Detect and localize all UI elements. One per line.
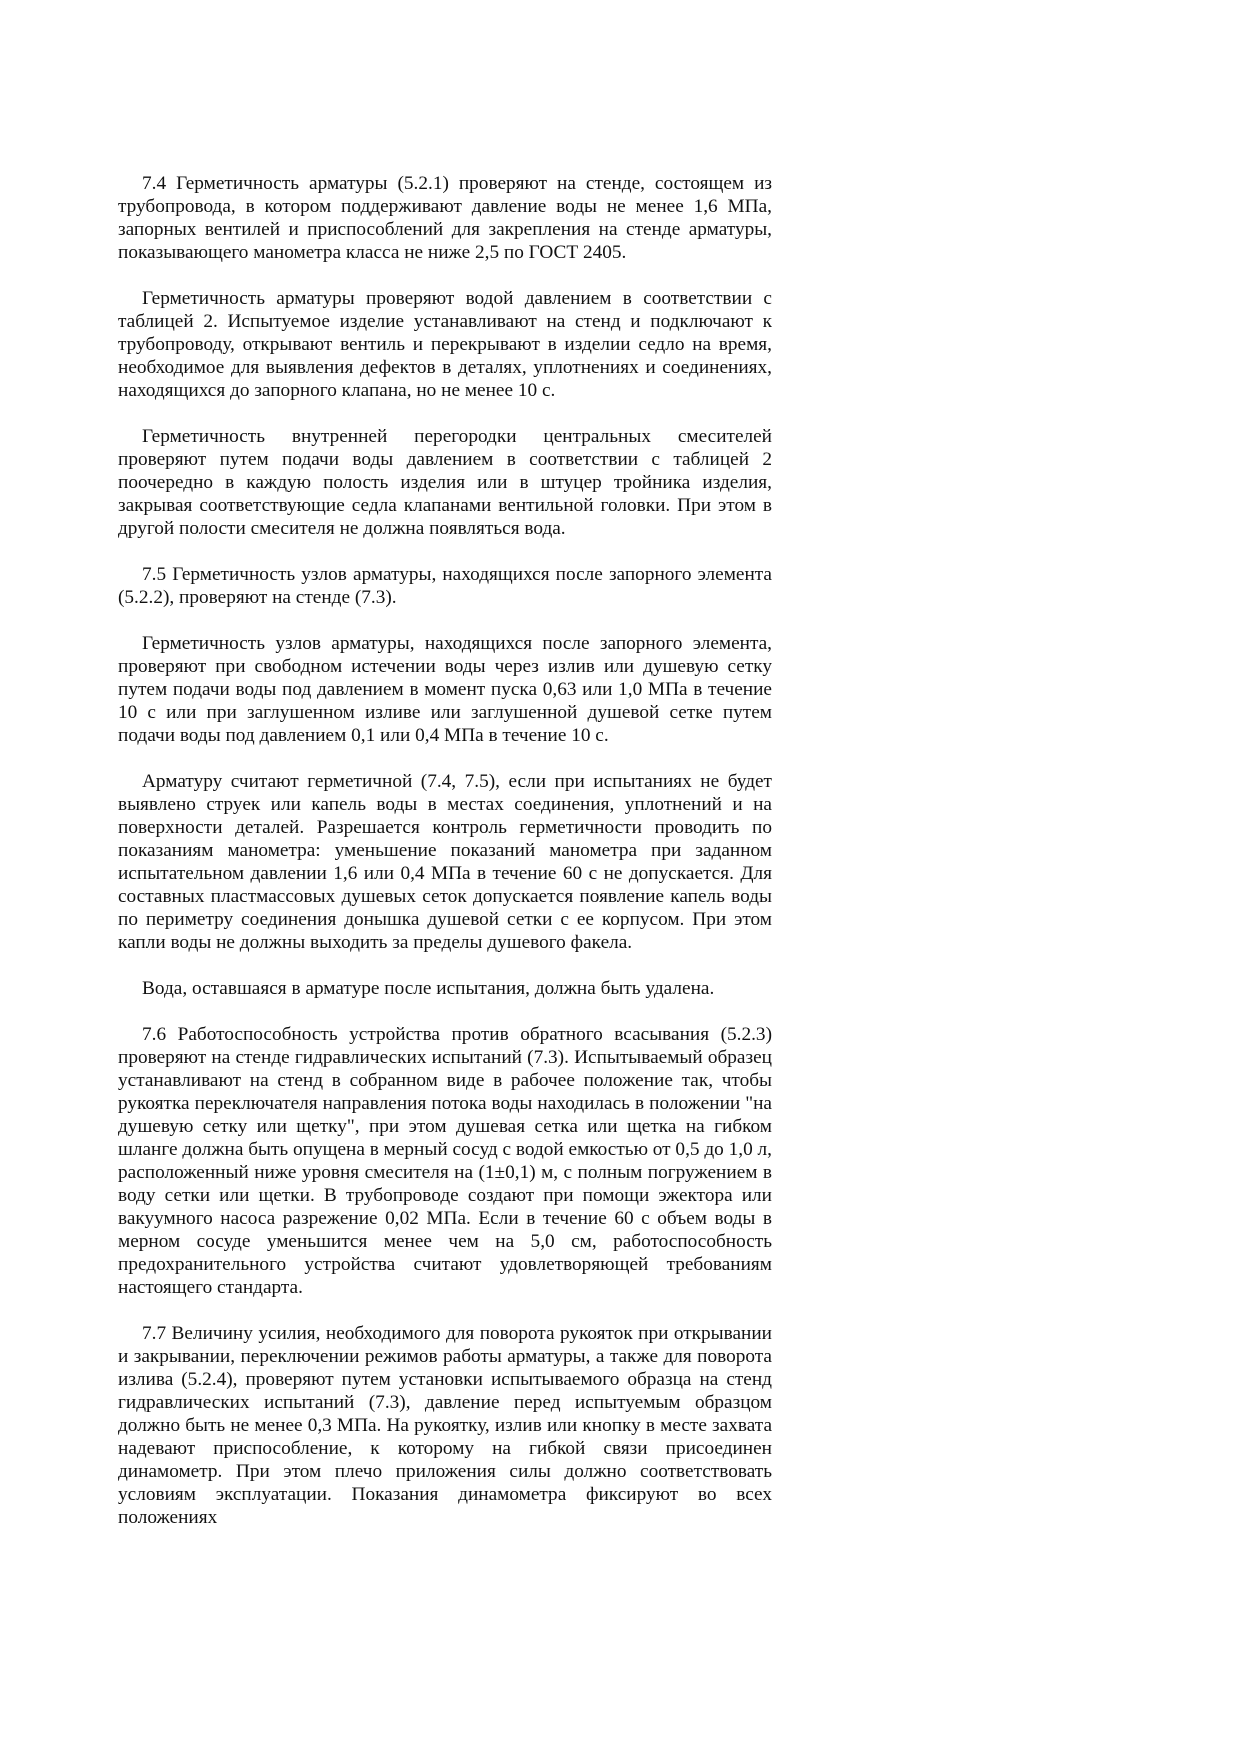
paragraph-tightness-criteria: Арматуру считают герметичной (7.4, 7.5), если при испытаниях не будет выявлено струек или капель воды в местах соединения, уплотнений и на поверхности деталей. Разрешается контроль герметичности проводить по показаниям манометра: уменьшение показаний манометра при заданном испытательном давлении 1,6 или 0,4 МПа в течение 60 с не допускается. Для составных пластмассовых душевых сеток допускается появление капель воды по периметру соединения донышка душевой сетки с ее корпусом. При этом капли воды не должны выходить за пределы душевого факела. [118,771,772,953]
paragraph-7-4: 7.4 Герметичность арматуры (5.2.1) проверяют на стенде, состоящем из трубопровода, в котором поддерживают давление воды не менее 1,6 МПа, запорных вентилей и приспособлений для закрепления на стенде арматуры, показывающего манометра класса не ниже 2,5 по ГОСТ 2405. [118,173,772,263]
paragraph-partition-test: Герметичность внутренней перегородки центральных смесителей проверяют путем подачи воды давлением в соответствии с таблицей 2 поочередно в каждую полость изделия или в штуцер тройника изделия, закрывая соответствующие седла клапанами вентильной головки. При этом в другой полости смесителя не должна появляться вода. [118,426,772,539]
paragraph-leak-test-water: Герметичность арматуры проверяют водой давлением в соответствии с таблицей 2. Испытуемое изделие устанавливают на стенд и подключают к трубопроводу, открывают вентиль и перекрывают в изделии седло на время, необходимое для выявления дефектов в деталях, уплотнениях и соединениях, находящихся до запорного клапана, но не менее 10 с. [118,288,772,401]
paragraph-7-5: 7.5 Герметичность узлов арматуры, находящихся после запорного элемента (5.2.2), проверяют на стенде (7.3). [118,564,772,608]
paragraph-7-6: 7.6 Работоспособность устройства против обратного всасывания (5.2.3) проверяют на стенде гидравлических испытаний (7.3). Испытываемый образец устанавливают на стенд в собранном виде в рабочее положение так, чтобы рукоятка переключателя направления потока воды находилась в положении "на душевую сетку или щетку", при этом душевая сетка или щетка на гибком шланге должна быть опущена в мерный сосуд с водой емкостью от 0,5 до 1,0 л, расположенный ниже уровня смесителя на (1±0,1) м, с полным погружением в воду сетки или щетки. В трубопроводе создают при помощи эжектора или вакуумного насоса разрежение 0,02 МПа. Если в течение 60 с объем воды в мерном сосуде уменьшится менее чем на 5,0 см, работоспособность предохранительного устройства считают удовлетворяющей требованиям настоящего стандарта. [118,1024,772,1298]
text-column [118,172,772,1529]
paragraph-7-7: 7.7 Величину усилия, необходимого для поворота рукояток при открывании и закрывании, переключении режимов работы арматуры, а также для поворота излива (5.2.4), проверяют путем установки испытываемого образца на стенд гидравлических испытаний (7.3), давление перед испытуемым образцом должно быть не менее 0,3 МПа. На рукоятку, излив или кнопку в месте захвата надевают приспособление, к которому на гибкой связи присоединен динамометр. При этом плечо приложения силы должно соответствовать условиям эксплуатации. Показания динамометра фиксируют во всех положениях [118,1323,772,1528]
paragraph-water-removal: Вода, оставшаяся в арматуре после испытания, должна быть удалена. [142,978,715,999]
paragraph-nodes-after-valve: Герметичность узлов арматуры, находящихся после запорного элемента, проверяют при свободном истечении воды через излив или душевую сетку путем подачи воды под давлением в момент пуска 0,63 или 1,0 МПа в течение 10 с или при заглушенном изливе или заглушенной душевой сетке путем подачи воды под давлением 0,1 или 0,4 МПа в течение 10 с. [118,633,772,746]
